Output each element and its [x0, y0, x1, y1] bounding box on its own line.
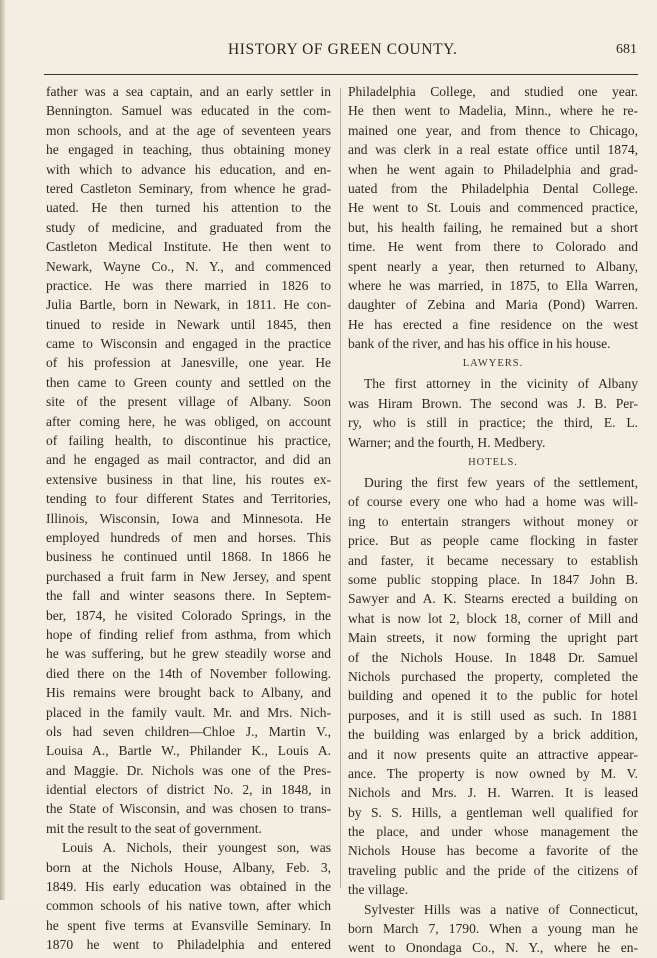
text-line: ols had seven children—Chloe J., Martin V., [46, 723, 331, 739]
text-line: ance. The property is now owned by M. V. [348, 765, 638, 781]
text-line: Main streets, it now forming the upright part [348, 630, 638, 646]
text-line: tered Castleton Seminary, from whence he grad- [46, 180, 331, 196]
text-line: what is now lot 2, block 18, corner of Mill and [348, 610, 638, 626]
text-line: purchased a fruit farm in New Jersey, and spent [46, 568, 331, 584]
text-line: He went to St. Louis and commenced practice, [348, 200, 638, 216]
running-head: HISTORY OF GREEN COUNTY. [228, 41, 458, 58]
text-line: Newark, Wayne Co., N. Y., and commenced [46, 258, 331, 274]
text-line: Nichols and Mrs. J. H. Warren. It is leased [348, 785, 638, 801]
section-heading: HOTELS. [468, 457, 518, 469]
page-spine-edge [0, 0, 5, 900]
text-line: purposes, and it is still used as such. In 1881 [348, 707, 638, 723]
text-line: when he went again to Philadelphia and grad- [348, 161, 638, 177]
text-line: died there on the 14th of November following. [46, 665, 331, 681]
text-line: study of medicine, and graduated from the [46, 219, 331, 235]
section-heading: LAWYERS. [462, 358, 524, 370]
text-line: the place, and under whose management the [348, 824, 638, 840]
text-line: The first attorney in the vicinity of Albany [364, 376, 638, 392]
text-line: common schools of his native town, after which [46, 898, 331, 914]
text-line: uated from the Philadelphia Dental College. [348, 180, 638, 196]
header-rule [44, 74, 638, 75]
text-line: He then went to Madelia, Minn., where he re- [348, 103, 638, 119]
text-line: Bennington. Samuel was educated in the com- [46, 103, 331, 119]
column-divider [340, 88, 341, 888]
text-line: of the Nichols House. In 1848 Dr. Samuel [348, 649, 638, 665]
text-line: site of the present village of Albany. Soon [46, 394, 331, 410]
text-line: His remains were brought back to Albany, and [46, 685, 331, 701]
text-line: He has erected a fine residence on the west [348, 316, 638, 332]
text-line: the State of Wisconsin, and was chosen to trans- [46, 801, 331, 817]
text-line: and was clerk in a real estate office until 1874, [348, 142, 638, 158]
text-line: During the first few years of the settlement, [364, 475, 638, 491]
page-number: 681 [616, 42, 637, 57]
text-line: ing to entertain strangers without money or [348, 513, 638, 529]
text-line: the building was enlarged by a brick addition, [348, 727, 638, 743]
text-line: daughter of Zebina and Maria (Pond) Warren. [348, 297, 638, 313]
text-line: idential electors of district No. 2, in 1848, in [46, 782, 331, 798]
text-line: born March 7, 1790. When a young man he [348, 921, 638, 937]
text-line: Sawyer and A. K. Stearns erected a building on [348, 591, 638, 607]
text-line: Louisa A., Bartle W., Philander K., Louis A. [46, 743, 331, 759]
text-line: tending to four different States and Territories, [46, 491, 331, 507]
text-line: he spent five terms at Evansville Seminary. In [46, 917, 331, 933]
text-line: employed hundreds of men and horses. This [46, 529, 331, 545]
text-line: hope of finding relief from asthma, from which [46, 626, 331, 642]
text-line: by S. S. Hills, a gentleman well qualified for [348, 804, 638, 820]
text-line: the village. [348, 882, 409, 898]
text-line: extensive business in that line, his routes ex- [46, 471, 331, 487]
text-line: Philadelphia College, and studied one year. [348, 84, 638, 99]
text-line: Julia Bartle, born in Newark, in 1811. He con- [46, 297, 331, 313]
text-line: of failing health, to discontinue his practice, [46, 433, 331, 449]
text-line: mon schools, and at the age of seventeen years [46, 122, 331, 138]
text-line: ry, who is still in practice; the third, E. L. [348, 415, 638, 431]
text-line: and faster, it became necessary to establish [348, 552, 638, 568]
text-line: business he continued until 1868. In 1866 he [46, 549, 331, 565]
text-line: mained one year, and from thence to Chicago, [348, 122, 638, 138]
text-line: of course every one who had a home was will- [348, 494, 638, 510]
text-line: he engaged in teaching, thus obtaining money [46, 142, 331, 158]
text-line: practice. He was there married in 1826 to [46, 277, 331, 293]
text-line: but, his health failing, he remained but a short [348, 219, 638, 235]
text-line: born at the Nichols House, Albany, Feb. 3, [46, 859, 331, 875]
text-line: with which to advance his education, and en- [46, 161, 331, 177]
left-text-column [46, 82, 331, 955]
text-line: and Maggie. Dr. Nichols was one of the Pres- [46, 762, 331, 778]
text-line: and he engaged as mail contractor, and did an [46, 452, 331, 468]
text-line: Castleton Medical Institute. He then went to [46, 239, 331, 255]
text-line: the fall and winter seasons there. In Septem- [46, 588, 331, 604]
text-line: Louis A. Nichols, their youngest son, was [62, 840, 331, 856]
text-line: where he was married, in 1875, to Ella Warren, [348, 277, 638, 293]
text-line: Illinois, Wisconsin, Iowa and Minnesota. He [46, 510, 331, 526]
text-line: came to Wisconsin and engaged in the practice [46, 336, 331, 352]
text-line: Nichols purchased the property, completed the [348, 668, 638, 684]
text-line: of his profession at Janesville, one year. He [46, 355, 331, 371]
right-text-column [348, 82, 638, 958]
text-line: uated. He then turned his attention to the [46, 200, 331, 216]
text-line: traveling public and the pride of the citizens of [348, 862, 638, 878]
text-line: father was a sea captain, and an early settler in [46, 84, 331, 99]
text-line: building and opened it to the public for hotel [348, 688, 638, 704]
text-line: after coming here, he was obliged, on account [46, 413, 331, 429]
text-line: was Hiram Brown. The second was J. B. Per- [348, 395, 638, 411]
text-line: spent nearly a year, then returned to Albany, [348, 258, 638, 274]
text-line: 1849. His early education was obtained in the [46, 879, 331, 895]
text-line: he was suffering, but he grew steadily worse and [46, 646, 331, 662]
text-line: went to Onondaga Co., N. Y., where he en- [348, 940, 638, 956]
text-line: time. He went from there to Colorado and [348, 239, 638, 255]
text-line: Nichols House has become a favorite of the [348, 843, 638, 859]
text-line: 1870 he went to Philadelphia and entered [46, 937, 331, 953]
text-line: Sylvester Hills was a native of Connecticut, [364, 901, 638, 917]
text-line: tinued to reside in Newark until 1845, then [46, 316, 331, 332]
text-line: placed in the family vault. Mr. and Mrs. Nich- [46, 704, 331, 720]
text-line: Warner; and the fourth, H. Medbery. [348, 434, 546, 450]
text-line: mit the result to the seat of government. [46, 820, 262, 836]
text-line: bank of the river, and has his office in his house. [348, 336, 611, 352]
text-line: and it now presents quite an attractive appear- [348, 746, 638, 762]
text-line: price. But as people came flocking in faster [348, 533, 638, 549]
text-line: then came to Green county and settled on the [46, 374, 331, 390]
text-line: ber, 1874, he visited Colorado Springs, in the [46, 607, 331, 623]
text-line: some public stopping place. In 1847 John B. [348, 571, 638, 587]
